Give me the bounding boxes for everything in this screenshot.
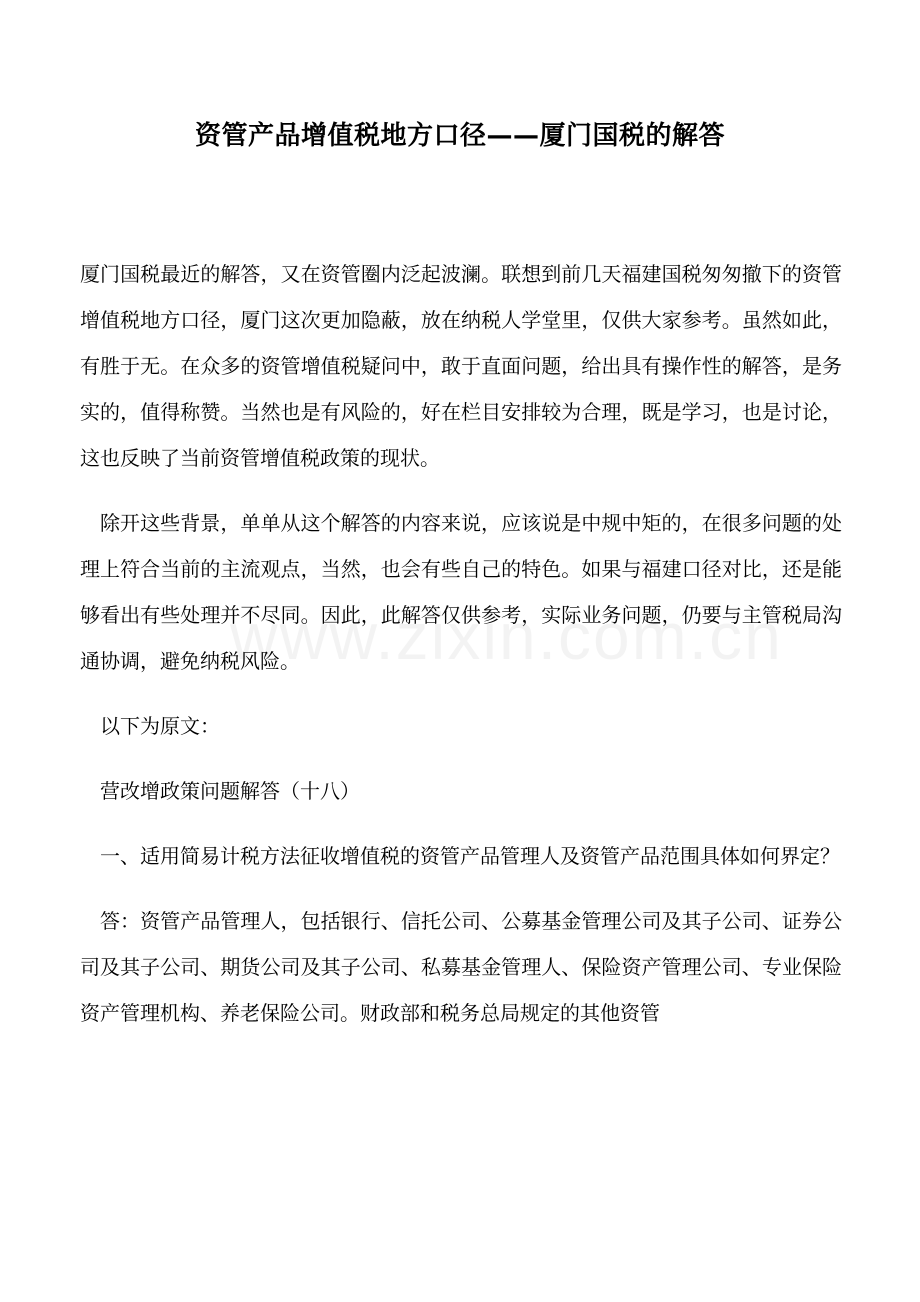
document-title: 资管产品增值税地方口径——厦门国税的解答 (194, 121, 725, 151)
paragraph-original-label: 以下为原文： (100, 714, 220, 738)
paragraph-answer-1: 答：资管产品管理人，包括银行、信托公司、公募基金管理公司及其子公司、证券公司及其子公司、期货公司及其子公司、私募基金管理人、保险资产管理公司、专业保险资产管理机构、养老保险公司。财政部和税务总局规定的其他资管 (80, 909, 842, 1025)
paragraph-question-1: 一、适用简易计税方法征收增值税的资管产品管理人及资管产品范围具体如何界定？ (100, 844, 840, 868)
paragraph-section-heading: 营改增政策问题解答（十八） (100, 779, 360, 803)
paragraph-intro: 厦门国税最近的解答，又在资管圈内泛起波澜。联想到前几天福建国税匆匆撤下的资管增值税地方口径，厦门这次更加隐蔽，放在纳税人学堂里，仅供大家参考。虽然如此，有胜于无。在众多的资管增值税疑问中，敢于直面问题，给出具有操作性的解答，是务实的，值得称赞。当然也是有风险的，好在栏目安排较为合理，既是学习，也是讨论，这也反映了当前资管增值税政策的现状。 (80, 262, 842, 470)
document-body (80, 251, 842, 1055)
paragraph-background: 除开这些背景，单单从这个解答的内容来说，应该说是中规中矩的，在很多问题的处理上符合当前的主流观点，当然，也会有些自己的特色。如果与福建口径对比，还是能够看出有些处理并不尽同。因此，此解答仅供参考，实际业务问题，仍要与主管税局沟通协调，避免纳税风险。 (80, 511, 842, 673)
